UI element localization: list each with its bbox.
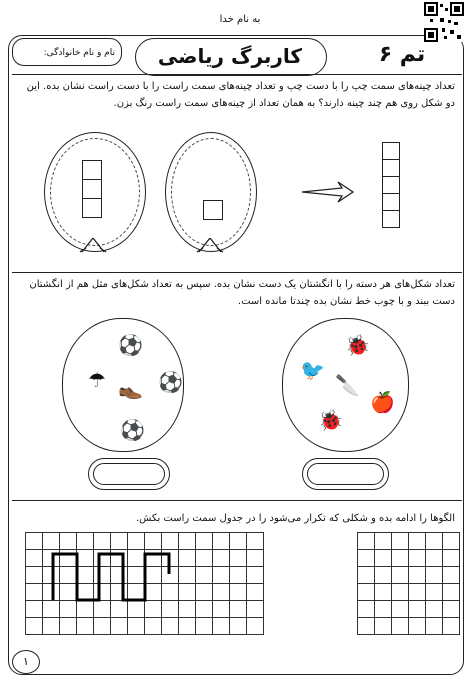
grid-cell[interactable] [392,584,409,601]
cube[interactable] [382,210,400,228]
cube [82,198,102,218]
grid-cell[interactable] [426,618,443,635]
grid-cell[interactable] [409,601,426,618]
umbrella-icon: ☂ [88,368,106,392]
cube[interactable] [382,142,400,160]
grid-cell[interactable] [358,567,375,584]
grid-cell[interactable] [426,567,443,584]
grid-cell[interactable] [358,618,375,635]
basmala: به نام خدا [219,14,261,25]
cube[interactable] [382,176,400,194]
grid-cell[interactable] [375,567,392,584]
grid-cell[interactable] [443,550,460,567]
ladybug-icon: 🐞 [345,333,370,357]
grid-cell[interactable] [409,533,426,550]
grid-cell[interactable] [375,533,392,550]
grid-cell[interactable] [392,618,409,635]
grid-cell[interactable] [426,601,443,618]
grid-cell[interactable] [409,584,426,601]
answer-oval-left[interactable] [88,458,170,490]
ladybug-icon: 🐞 [318,408,343,432]
grid-cell[interactable] [443,567,460,584]
cube [203,200,223,220]
shoe-icon: 👞 [118,376,143,400]
name-label: نام و نام خانوادگی: [43,48,115,58]
answer-oval-right[interactable] [302,458,389,490]
bird-icon: 🐦 [300,358,325,382]
ball-icon: ⚽ [118,333,143,357]
arrow-right-icon [300,180,355,205]
section3-instruction: الگوها را ادامه بده و شکلی که تکرار می‌شود را در جدول سمت راست بکش. [136,513,455,524]
grid-cell[interactable] [443,533,460,550]
name-field[interactable] [12,38,122,66]
grid-cell[interactable] [358,601,375,618]
grid-cell[interactable] [443,584,460,601]
grid-cell[interactable] [426,584,443,601]
page-title: کاربرگ ریاضی [157,44,303,68]
answer-grid[interactable] [357,532,460,635]
cube[interactable] [382,193,400,211]
balloon-middle [165,132,257,252]
pattern-grid[interactable] [25,532,264,635]
qr-code-icon [424,2,464,42]
grid-cell[interactable] [409,618,426,635]
grid-cell[interactable] [358,584,375,601]
header-divider [12,74,462,75]
grid-cell[interactable] [392,533,409,550]
grid-cell[interactable] [443,618,460,635]
grid-cell[interactable] [392,550,409,567]
balloon-knot-icon [195,238,225,254]
grid-cell[interactable] [375,618,392,635]
ball-icon: ⚽ [120,418,145,442]
grid-cell[interactable] [409,567,426,584]
cube[interactable] [382,159,400,177]
grid-cell[interactable] [358,533,375,550]
grid-cell[interactable] [358,550,375,567]
section1-instruction: تعداد چینه‌های سمت چپ را با دست چپ و تعداد چینه‌های سمت راست را با دست راست نشان بده. این دو شکل روی هم چند چینه دارند؟ به همان تعداد از چینه‌های سمت راست رنگ بزن. [26,81,455,109]
ball-icon: ⚽ [158,370,183,394]
cube [82,160,102,180]
grid-cell[interactable] [426,533,443,550]
grid-cell[interactable] [375,584,392,601]
grid-cell[interactable] [392,601,409,618]
section-divider [12,272,462,273]
grid-cell[interactable] [426,550,443,567]
knife-icon: 🔪 [335,373,360,397]
page-number: ۱ [12,650,40,674]
grid-cell[interactable] [375,550,392,567]
grid-cell[interactable] [409,550,426,567]
section-divider [12,500,462,501]
theme-label: تم ۶ [378,42,426,67]
cube [82,179,102,199]
grid-cell[interactable] [443,601,460,618]
grid-cell[interactable] [392,567,409,584]
grid-cell[interactable] [375,601,392,618]
pattern-lines [25,532,285,642]
answer-grid-table[interactable] [357,532,460,635]
section2-instruction: تعداد شکل‌های هر دسته را با انگشتان یک دست نشان بده. سپس به تعداد شکل‌های مثل هم از انگشتان دست ببند و با چوب خط نشان بده چندتا مانده است. [29,279,455,307]
apple-icon: 🍎 [370,390,395,414]
balloon-knot-icon [78,238,108,254]
